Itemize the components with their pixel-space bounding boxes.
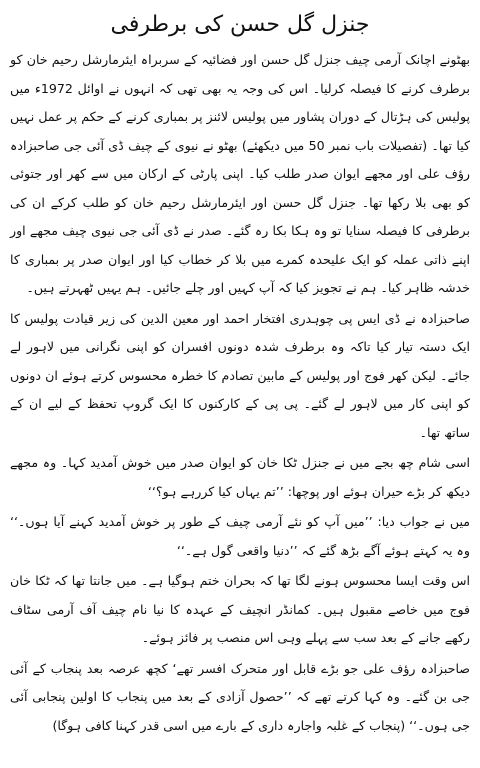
paragraph-dismissal-decision: بھٹونے اچانک آرمی چیف جنزل گل حسن اور فضائیہ کے سربراہ ایئرمارشل رحیم خان کو برطرف کرنے کا فیصلہ کرلیا۔ اس کی وجہ یہ بھی تھی کہ انہوں نے اوائل 1972ء میں پولیس کی ہڑتال کے دوران پشاور میں پولیس لائنز پر بمباری کرنے کے حکم پر عمل نہیں کیا تھا۔ (تفصیلات باب نمبر 50 میں دیکھئے) بھٹو نے نیوی کے چیف ڈی آئی جی صاحبزادہ رؤف علی اور مجھے ایوان صدر طلب کیا۔ اپنی پارٹی کے ارکان میں سے کھر اور جتوئی کو بھی بلا رکھا تھا۔ جنزل گل حسن اور ایئرمارشل رحیم خان کو طلب کرکے ان کی برطرفی کا فیصلہ سنایا تو وہ ہکا بکا رہ گئے۔ صدر نے ڈی آئی جی نیوی چیف مجھے اور اپنے ذاتی عملہ کو ایک علیحدہ کمرے میں بلا کر خطاب کیا اور ایوان صدر پر بمباری کا خدشہ ظاہر کیا۔ ہم نے تجویز کیا کہ آپ کہیں اور چلے جائیں۔ ہم یہیں ٹھہرتے ہیں۔ (10, 52, 471, 295)
paragraph-rauf-ali: صاحبزادہ رؤف علی جو بڑے قابل اور متحرک افسر تھے‘ کچھ عرصہ بعد پنجاب کے آئی جی بن گئے۔ وہ کہا کرتے تھے کہ ’’حصول آزادی کے بعد میں پنجاب کا اولین پنجابی آئی جی ہوں۔‘‘ (پنجاب کے غلبہ واجارہ داری کے بارے میں اسی قدر کہنا کافی ہوگا) (10, 660, 470, 733)
paragraph-reply: میں نے جواب دیا: ’’میں آپ کو نئے آرمی چیف کے طور پر خوش آمدید کہنے آیا ہوں۔‘‘ وہ یہ کہتے ہوئے آگے بڑھ گئے کہ ’’دنیا واقعی گول ہے۔‘‘ (10, 514, 470, 558)
paragraph-welcome-tikka-khan: اسی شام چھ بجے میں نے جنزل ٹکا خان کو ایوان صدر میں خوش آمدید کہا۔ وہ مجھے دیکھ کر بڑے حیران ہوئے اور پوچھا: ’’تم یہاں کیا کررہے ہو؟‘‘ (10, 455, 470, 499)
paragraph-crisis-over: اس وقت ایسا محسوس ہونے لگا تھا کہ بحران ختم ہوگیا ہے۔ میں جانتا تھا کہ ٹکا خان فوج میں خاصے مقبول ہیں۔ کمانڈر انچیف کے عہدہ کا نیا نام چیف آف آرمی سٹاف رکھے جانے کے بعد سب سے پہلے وہی اس منصب پر فائز ہوئے۔ (10, 573, 470, 645)
paragraph-police-escort: صاحبزادہ نے ڈی ایس پی چوہدری افتخار احمد اور معین الدین کی زیر قیادت پولیس کا ایک دستہ تیار کیا تاکہ وہ برطرف شدہ دونوں افسران کو اپنی نگرانی میں لاہور لے جائے۔ لیکن کھر فوج اور پولیس کے مابین تصادم کا خطرہ محسوس کرتے ہوئے ان دونوں کو اپنی کار میں لاہور لے گئے۔ پی پی کے کارکنوں کا ایک گروپ تحفظ کے لیے ان کے ساتھ تھا۔ (10, 310, 470, 440)
article-title: جنزل گل حسن کی برطرفی (110, 12, 370, 37)
